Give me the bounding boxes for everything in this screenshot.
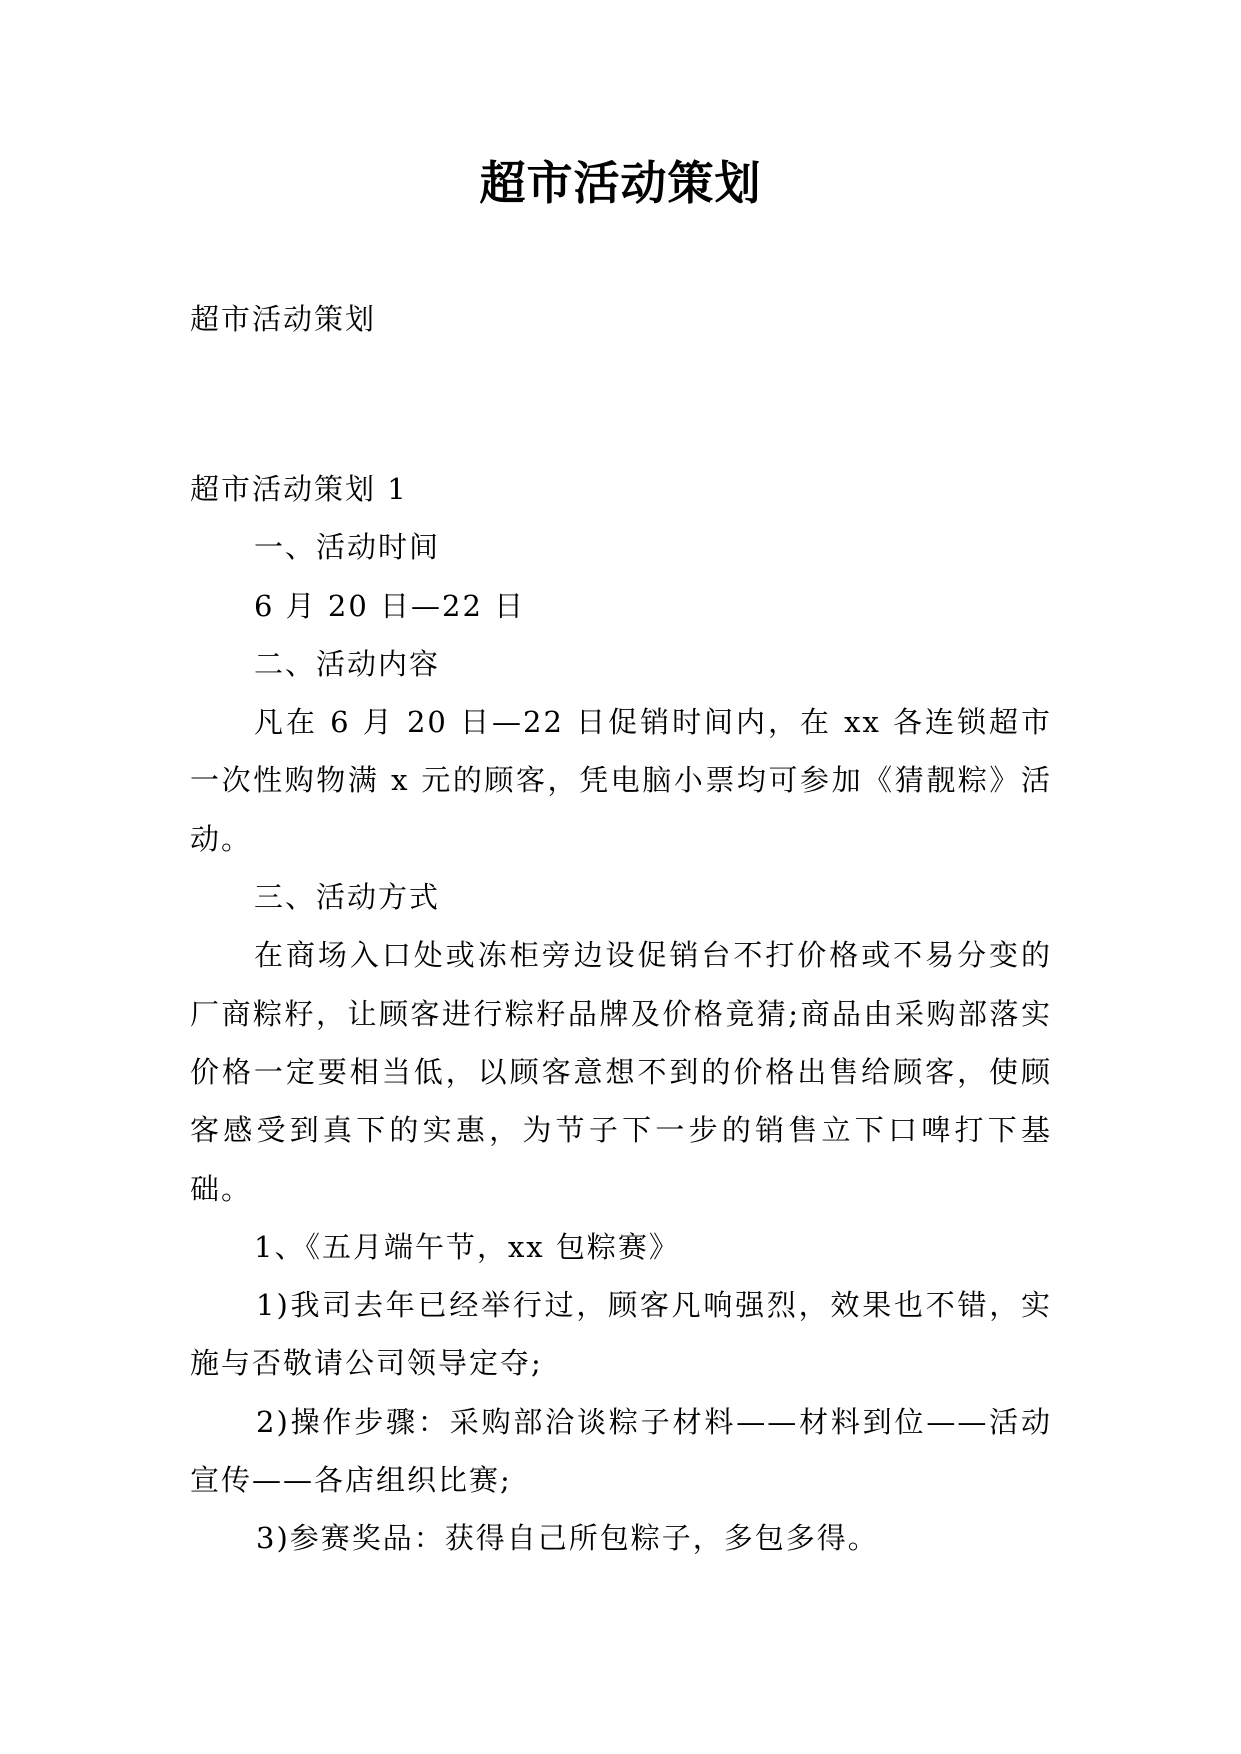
- paragraph-activity-content: 凡在 6 月 20 日—22 日促销时间内，在 xx 各连锁超市一次性购物满 x 元的顾客，凭电脑小票均可参加《猜靓粽》活动。: [190, 705, 1052, 856]
- list-item-1: 1)我司去年已经举行过，顾客凡响强烈，效果也不错，实施与否敬请公司领导定夺;: [190, 1288, 1052, 1381]
- heading-zongzi-contest: 1、《五月端午节，xx 包粽赛》: [254, 1229, 680, 1264]
- heading-activity-method: 三、活动方式: [254, 880, 441, 915]
- document-subtitle: 超市活动策划: [190, 302, 377, 336]
- document-body: [190, 460, 1052, 1568]
- heading-activity-content: 二、活动内容: [254, 646, 441, 681]
- list-item-2: 2)操作步骤：采购部洽谈粽子材料——材料到位——活动宣传——各店组织比赛;: [190, 1404, 1052, 1498]
- paragraph-activity-method: 在商场入口处或冻柜旁边设促销台不打价格或不易分变的厂商粽籽，让顾客进行粽籽品牌及价格竟猜;商品由采购部落实价格一定要相当低，以顾客意想不到的价格出售给顾客，使顾客感受到真下的实惠，为节子下一步的销售立下口啤打下基础。: [190, 938, 1052, 1206]
- list-item-3: 3)参赛奖品：获得自己所包粽子，多包多得。: [256, 1521, 879, 1556]
- paragraph-activity-dates: 6 月 20 日—22 日: [254, 588, 526, 623]
- document-title: 超市活动策划: [479, 156, 762, 210]
- heading-activity-time: 一、活动时间: [254, 530, 441, 565]
- section-heading: 超市活动策划 1: [190, 472, 408, 506]
